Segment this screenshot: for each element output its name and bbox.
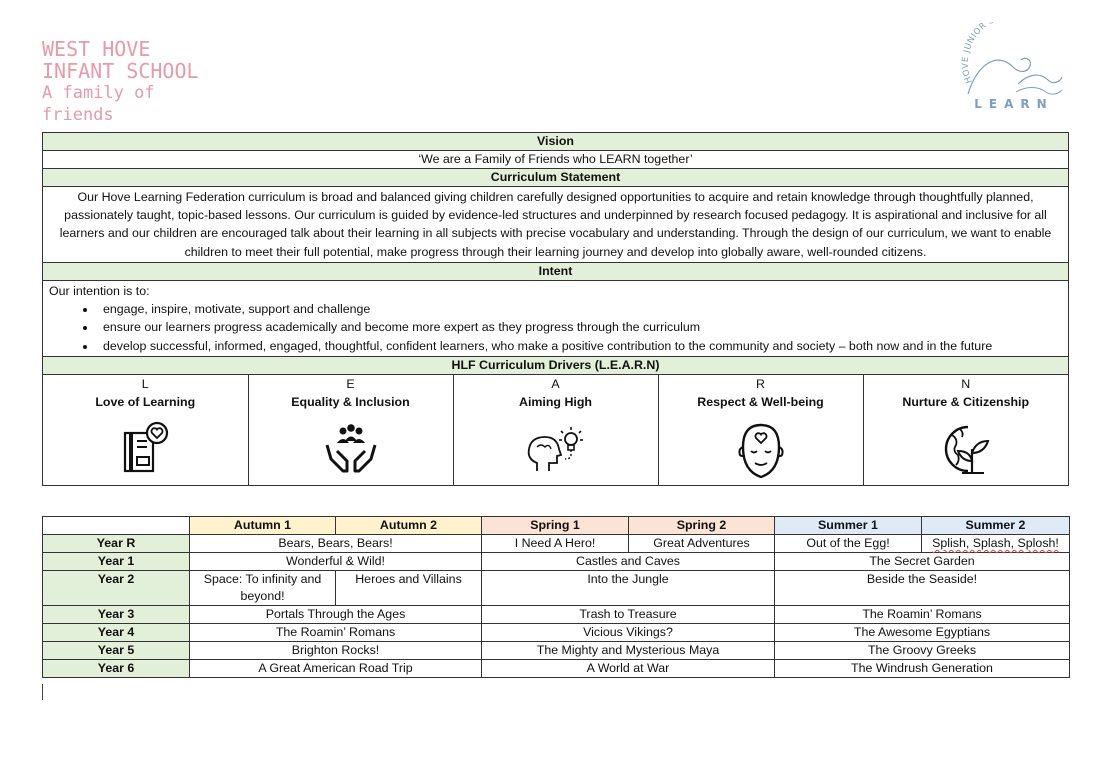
blank-cell bbox=[43, 517, 190, 535]
wave-logo-icon bbox=[958, 22, 1068, 102]
logo-learn-text: LEARN bbox=[974, 97, 1054, 111]
driver-n bbox=[863, 375, 1068, 485]
year-label: Year 3 bbox=[43, 606, 190, 624]
year-label: Year 6 bbox=[43, 660, 190, 678]
logo-tagline: A family of friends bbox=[42, 83, 155, 125]
topic-cell: Trash to Treasure bbox=[482, 606, 775, 624]
hands-people-icon bbox=[321, 421, 381, 477]
driver-name: Equality & Inclusion bbox=[291, 395, 410, 409]
year-label: Year 1 bbox=[43, 553, 190, 571]
topic-cell: The Windrush Generation bbox=[775, 660, 1070, 678]
topic-cell bbox=[922, 535, 1070, 553]
table-row bbox=[43, 553, 1070, 571]
vision-quote: ‘We are a Family of Friends who LEARN together’ bbox=[43, 151, 1069, 169]
year-label: Year 4 bbox=[43, 624, 190, 642]
hove-junior-logo bbox=[958, 22, 1068, 118]
topic-cell: The Awesome Egyptians bbox=[775, 624, 1070, 642]
drivers-heading: HLF Curriculum Drivers (L.E.A.R.N) bbox=[43, 357, 1069, 375]
intent-lead: Our intention is to: bbox=[49, 283, 150, 298]
topic-cell: A Great American Road Trip bbox=[190, 660, 482, 678]
intent-bullet: • develop successful, informed, engaged, thoughtful, confident learners, who make a positive contribution to the community and society – both now and in the future bbox=[97, 337, 1062, 355]
driver-name: Nurture & Citizenship bbox=[902, 395, 1030, 409]
topic-cell: The Roamin’ Romans bbox=[190, 624, 482, 642]
topic-cell: The Secret Garden bbox=[775, 553, 1070, 571]
head-lightbulb-icon bbox=[523, 421, 589, 477]
logo-arc-text: HOVE JUNIOR bbox=[960, 22, 989, 85]
topic-cell: The Roamin’ Romans bbox=[775, 606, 1070, 624]
curriculum-statement-heading: Curriculum Statement bbox=[43, 169, 1069, 187]
table-row bbox=[43, 624, 1070, 642]
topic-cell: Portals Through the Ages bbox=[190, 606, 482, 624]
svg-text:HOVE JUNIOR SCHOOL bbox=[961, 22, 1029, 85]
topic-cell: I Need A Hero! bbox=[482, 535, 629, 553]
intent-body bbox=[43, 280, 1069, 356]
text-cursor[interactable] bbox=[42, 684, 43, 700]
book-heart-icon bbox=[117, 421, 173, 477]
table-row bbox=[43, 535, 1070, 553]
west-hove-logo bbox=[42, 38, 222, 126]
driver-letter: E bbox=[346, 377, 355, 391]
globe-plant-icon bbox=[938, 421, 994, 477]
year-label: Year R bbox=[43, 535, 190, 553]
term-summer-1: Summer 1 bbox=[775, 517, 922, 535]
term-spring-1: Spring 1 bbox=[482, 517, 629, 535]
driver-letter: N bbox=[961, 377, 971, 391]
topic-cell: Brighton Rocks! bbox=[190, 642, 482, 660]
topic-cell: Wonderful & Wild! bbox=[190, 553, 482, 571]
curriculum-statement-text: Our Hove Learning Federation curriculum is broad and balanced giving children carefully designed opportunities to acquire and retain knowledge through thoughtfully planned, passionately taught, topic-based lessons. Our curriculum is guided by evidence-led structures and underpinned by research focused pedagogy. It is aspirational and inclusive for all learners and our children are encouraged talk about their learning in all subjects with precise vocabulary and understanding. Through the design of our curriculum, we want to enable children to meet their full potential, make progress through their learning journey and develop into globally aware, well-rounded citizens. bbox=[43, 187, 1069, 263]
term-autumn-2: Autumn 2 bbox=[336, 517, 482, 535]
driver-letter: A bbox=[551, 377, 560, 391]
drivers-row bbox=[43, 375, 1069, 486]
logo-line-1: WEST HOVE bbox=[42, 37, 151, 61]
year-topic-table bbox=[42, 516, 1070, 678]
curriculum-table bbox=[42, 132, 1069, 486]
intent-heading: Intent bbox=[43, 262, 1069, 280]
term-header-row bbox=[43, 517, 1070, 535]
topic-cell: A World at War bbox=[482, 660, 775, 678]
year-label: Year 5 bbox=[43, 642, 190, 660]
table-row bbox=[43, 642, 1070, 660]
table-row bbox=[43, 660, 1070, 678]
driver-a bbox=[453, 375, 658, 485]
topic-cell: The Groovy Greeks bbox=[775, 642, 1070, 660]
topic-cell: The Mighty and Mysterious Maya bbox=[482, 642, 775, 660]
topic-cell: Out of the Egg! bbox=[775, 535, 922, 553]
driver-l bbox=[43, 375, 248, 485]
year-label: Year 2 bbox=[43, 571, 190, 606]
table-row bbox=[43, 606, 1070, 624]
topic-cell: Into the Jungle bbox=[482, 571, 775, 606]
topic-cell: Beside the Seaside! bbox=[775, 571, 1070, 606]
topic-text: Splish, Splash, Splosh! bbox=[932, 536, 1059, 550]
logo-line-2: INFANT SCHOOL bbox=[42, 59, 199, 83]
term-autumn-1: Autumn 1 bbox=[190, 517, 336, 535]
driver-letter: L bbox=[141, 377, 149, 391]
driver-name: Respect & Well-being bbox=[697, 395, 824, 409]
topic-cell: Heroes and Villains bbox=[336, 571, 482, 606]
vision-heading: Vision bbox=[43, 133, 1069, 151]
term-spring-2: Spring 2 bbox=[629, 517, 775, 535]
table-row bbox=[43, 571, 1070, 606]
intent-bullet: • engage, inspire, motivate, support and challenge bbox=[97, 300, 1062, 318]
driver-name: Aiming High bbox=[519, 395, 592, 409]
driver-letter: R bbox=[756, 377, 765, 391]
driver-e bbox=[248, 375, 453, 485]
topic-cell: Castles and Caves bbox=[482, 553, 775, 571]
face-heart-icon bbox=[733, 421, 789, 481]
intent-bullet: • ensure our learners progress academically and become more expert as they progress through the curriculum bbox=[97, 318, 1062, 336]
term-summer-2: Summer 2 bbox=[922, 517, 1070, 535]
topic-cell: Vicious Vikings? bbox=[482, 624, 775, 642]
topic-cell: Great Adventures bbox=[629, 535, 775, 553]
driver-r bbox=[658, 375, 863, 485]
intent-list bbox=[49, 300, 1062, 355]
topic-cell: Bears, Bears, Bears! bbox=[190, 535, 482, 553]
driver-name: Love of Learning bbox=[95, 395, 196, 409]
topic-cell: Space: To infinity and beyond! bbox=[190, 571, 336, 606]
